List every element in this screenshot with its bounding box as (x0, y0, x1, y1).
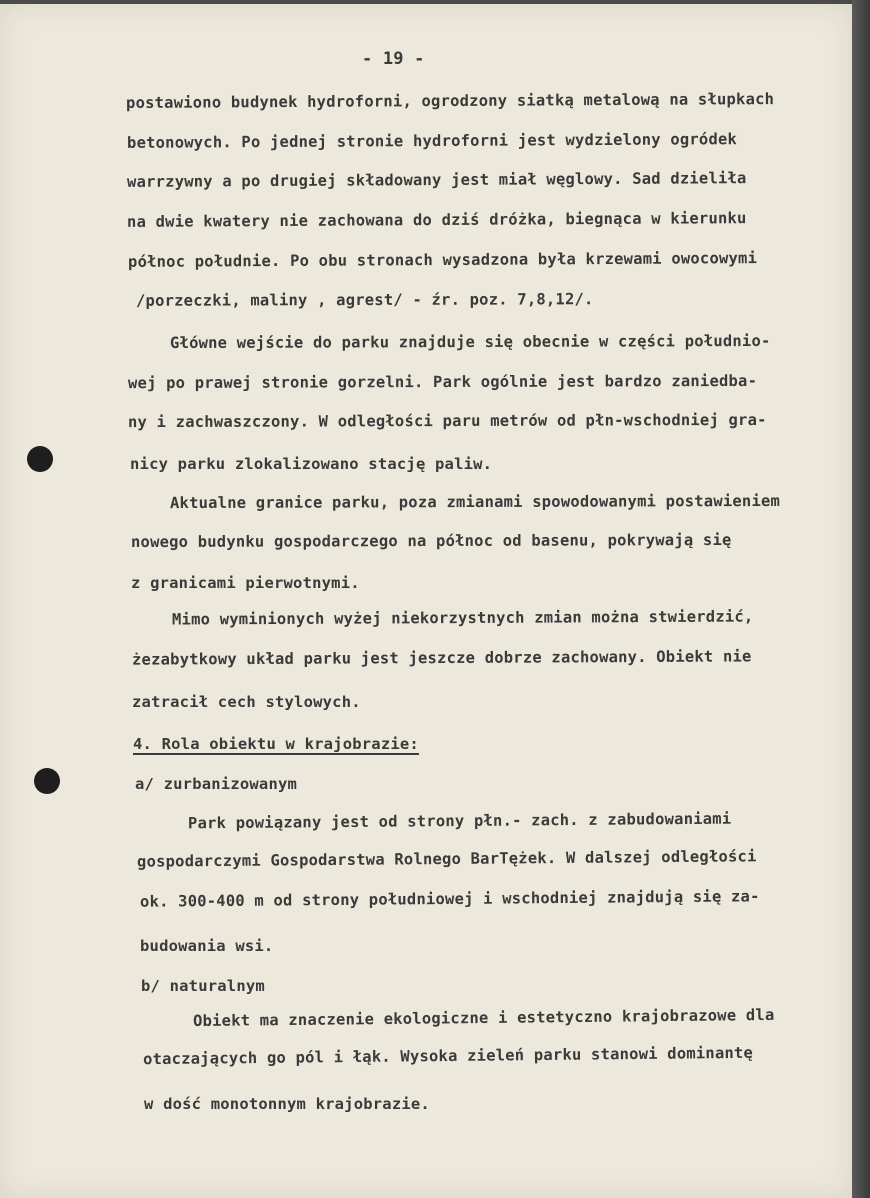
text-line: Mimo wyminionych wyżej niekorzystnych zmian można stwierdzić, (171, 607, 754, 629)
text-line: /porzeczki, maliny , agrest/ - źr. poz. 7,8,12/. (135, 290, 594, 310)
text-line: na dwie kwatery nie zachowana do dziś dróżka, biegnąca w kierunku (126, 209, 747, 231)
text-line: Park powiązany jest od strony płn.- zach. z zabudowaniami (187, 809, 732, 833)
text-line: postawiono budynek hydroforni, ogrodzony siatką metalową na słupkach (125, 90, 775, 112)
text-line: budowania wsi. (140, 937, 274, 955)
text-line: zatracił cech stylowych. (132, 693, 361, 711)
text-line: wej po prawej stronie gorzelni. Park ogólnie jest bardzo zaniedba- (127, 371, 758, 393)
subsection-label: b/ naturalnym (141, 977, 265, 995)
text-line: gospodarczymi Gospodarstwa Rolnego BarTężek. W dalszej odległości (136, 847, 757, 871)
page-edge (852, 0, 870, 1198)
text-line: północ południe. Po obu stronach wysadzona była krzewami owocowymi (127, 249, 758, 271)
binder-hole (27, 446, 53, 472)
text-line: ny i zachwaszczony. W odległości paru metrów od płn-wschodniej gra- (127, 410, 767, 432)
text-line: żezabytkowy układ parku jest jeszcze dobrze zachowany. Obiekt nie (131, 647, 752, 669)
text-line: ok. 300-400 m od strony południowej i wschodniej znajdują się za- (139, 887, 760, 911)
text-line: w dość monotonnym krajobrazie. (144, 1095, 430, 1113)
text-line: Obiekt ma znaczenie ekologiczne i estetyczno krajobrazowe dla (192, 1005, 775, 1031)
text-line: betonowych. Po jednej stronie hydroforni jest wydzielony ogródek (126, 130, 738, 152)
document-page (0, 4, 852, 1198)
text-line: z granicami pierwotnymi. (131, 574, 360, 592)
subsection-label: a/ zurbanizowanym (135, 775, 298, 793)
text-line: otaczających go pól i łąk. Wysoka zieleń parku stanowi dominantę (142, 1043, 754, 1069)
text-line: warrzywny a po drugiej składowany jest miał węglowy. Sad dzieliła (126, 169, 747, 191)
binder-hole (34, 768, 60, 794)
text-line: Aktualne granice parku, poza zmianami spowodowanymi postawieniem (169, 491, 781, 513)
text-line: Główne wejście do parku znajduje się obecnie w części południo- (169, 331, 771, 353)
page-number: - 19 - (362, 49, 425, 69)
text-line: nicy parku zlokalizowano stację paliw. (130, 455, 493, 473)
text-line: nowego budynku gospodarczego na północ od basenu, pokrywają się (130, 530, 732, 552)
section-heading: 4. Rola obiektu w krajobrazie: (133, 735, 419, 753)
